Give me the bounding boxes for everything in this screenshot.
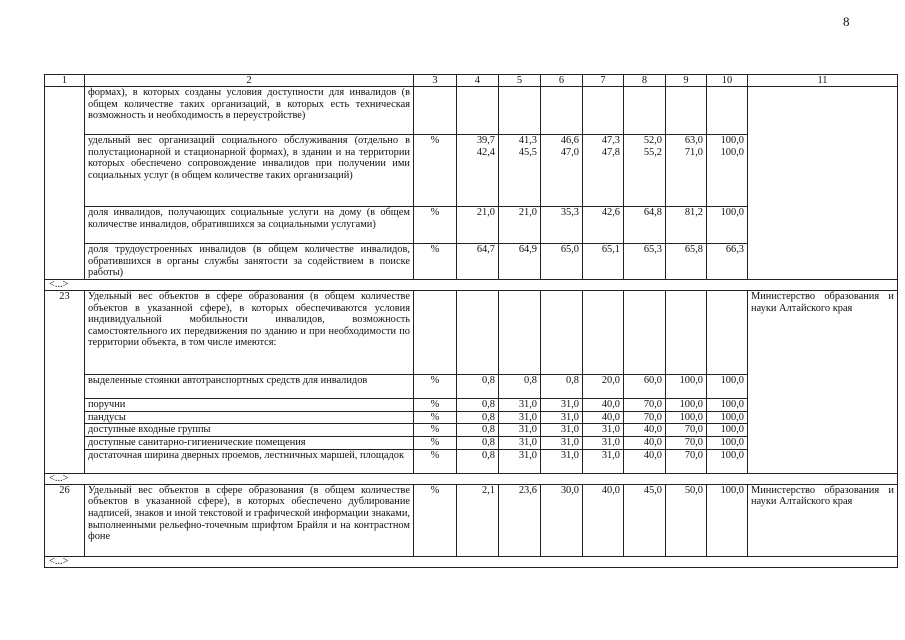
value-cell: 100,0 xyxy=(707,449,748,473)
value-cell: 100,0 xyxy=(707,484,748,556)
value-cell xyxy=(541,135,583,207)
value-cell: 21,0 xyxy=(457,207,499,244)
unit-cell: % xyxy=(414,449,457,473)
value-cell: 20,0 xyxy=(583,375,624,399)
value-line: 46,6 xyxy=(560,135,579,146)
value-cell: 40,0 xyxy=(583,484,624,556)
value-cell: 70,0 xyxy=(666,449,707,473)
gap-marker: <...> xyxy=(45,280,898,291)
indicator-text: Удельный вес объектов в сфере образования (в общем количестве объектов в указанной сфере), в которых обеспечиваются условия индивидуальной мобильности инвалидов, возможность самостоятельного их передвижения по зданию и при необходимости по территории объекта, в том числе имеются: xyxy=(85,291,414,375)
value-cell: 31,0 xyxy=(541,399,583,412)
indicator-text: пандусы xyxy=(85,411,414,424)
value-cell: 70,0 xyxy=(624,399,666,412)
responsible-org: Министерство образования и науки Алтайского края xyxy=(748,291,898,474)
value-cell xyxy=(499,87,541,135)
value-cell: 100,0 xyxy=(666,399,707,412)
unit-cell: % xyxy=(414,411,457,424)
value-line: 47,8 xyxy=(601,146,620,158)
value-line: 100,0 xyxy=(720,135,744,146)
page-number: 8 xyxy=(843,14,850,29)
value-cell: 100,0 xyxy=(666,375,707,399)
value-cell: 2,1 xyxy=(457,484,499,556)
value-cell: 100,0 xyxy=(707,411,748,424)
column-header: 5 xyxy=(499,75,541,87)
value-cell xyxy=(457,291,499,375)
value-cell xyxy=(707,135,748,207)
value-cell: 100,0 xyxy=(666,411,707,424)
value-line: 100,0 xyxy=(720,146,744,158)
value-cell: 31,0 xyxy=(499,411,541,424)
value-cell: 100,0 xyxy=(707,424,748,437)
column-header: 10 xyxy=(707,75,748,87)
unit-cell: % xyxy=(414,484,457,556)
value-cell: 31,0 xyxy=(499,449,541,473)
gap-marker: <...> xyxy=(45,473,898,484)
value-cell xyxy=(499,135,541,207)
table-row xyxy=(45,291,898,375)
value-cell xyxy=(666,135,707,207)
value-cell: 35,3 xyxy=(541,207,583,244)
table-row xyxy=(45,87,898,135)
value-cell: 42,6 xyxy=(583,207,624,244)
value-cell: 31,0 xyxy=(499,399,541,412)
value-cell xyxy=(707,87,748,135)
value-cell xyxy=(457,87,499,135)
indicator-text: удельный вес организаций социального обслуживания (отдельно в полустационарной и стационарной формах), в здании и на территории которых обеспечено сопровождение инвалидов при получении ими социальных услуг (в общем количестве таких организаций) xyxy=(85,135,414,207)
value-cell xyxy=(624,87,666,135)
value-line: 63,0 xyxy=(684,135,703,146)
unit-cell: % xyxy=(414,437,457,450)
value-cell: 64,9 xyxy=(499,244,541,280)
value-cell xyxy=(541,87,583,135)
value-line: 42,4 xyxy=(476,146,495,158)
value-cell: 100,0 xyxy=(707,375,748,399)
value-cell: 0,8 xyxy=(457,424,499,437)
value-cell: 65,0 xyxy=(541,244,583,280)
value-cell xyxy=(541,291,583,375)
indicator-text: Удельный вес объектов в сфере образования (в общем количестве объектов в указанной сфере), в которых обеспечено дублирование надписей, знаков и иной текстовой и графической информации знаками, выполненными рельефно-точечным шрифтом Брайля и на контрастном фоне xyxy=(85,484,414,556)
value-cell: 0,8 xyxy=(457,375,499,399)
unit-cell: % xyxy=(414,375,457,399)
indicator-text: доступные входные группы xyxy=(85,424,414,437)
gap-row xyxy=(45,473,898,484)
responsible-org: Министерство образования и науки Алтайского края xyxy=(748,484,898,556)
value-cell: 65,3 xyxy=(624,244,666,280)
gap-marker: <...> xyxy=(45,556,898,567)
unit-cell: % xyxy=(414,399,457,412)
value-cell: 31,0 xyxy=(541,424,583,437)
indicator-text: достаточная ширина дверных проемов, лестничных маршей, площадок xyxy=(85,449,414,473)
value-cell: 31,0 xyxy=(499,424,541,437)
value-cell xyxy=(499,291,541,375)
value-cell: 30,0 xyxy=(541,484,583,556)
value-cell: 21,0 xyxy=(499,207,541,244)
unit-cell xyxy=(414,291,457,375)
gap-row xyxy=(45,556,898,567)
value-line: 45,5 xyxy=(518,146,537,158)
row-number: 23 xyxy=(45,291,85,474)
value-cell: 100,0 xyxy=(707,399,748,412)
value-cell: 64,8 xyxy=(624,207,666,244)
value-cell: 81,2 xyxy=(666,207,707,244)
value-cell: 0,8 xyxy=(541,375,583,399)
indicator-text: доступные санитарно-гигиенические помещения xyxy=(85,437,414,450)
value-cell xyxy=(583,135,624,207)
value-cell: 100,0 xyxy=(707,207,748,244)
value-cell: 0,8 xyxy=(457,437,499,450)
table-body xyxy=(45,75,898,568)
unit-cell: % xyxy=(414,207,457,244)
column-header: 11 xyxy=(748,75,898,87)
value-cell: 40,0 xyxy=(624,449,666,473)
value-cell: 65,1 xyxy=(583,244,624,280)
value-line: 52,0 xyxy=(643,135,662,146)
column-header: 3 xyxy=(414,75,457,87)
value-cell: 0,8 xyxy=(457,399,499,412)
value-cell: 40,0 xyxy=(624,424,666,437)
header-row xyxy=(45,75,898,87)
value-cell: 70,0 xyxy=(666,437,707,450)
column-header: 1 xyxy=(45,75,85,87)
responsible-org xyxy=(748,87,898,280)
value-line: 47,0 xyxy=(560,146,579,158)
value-line: 71,0 xyxy=(684,146,703,158)
value-cell xyxy=(624,135,666,207)
column-header: 7 xyxy=(583,75,624,87)
value-cell: 31,0 xyxy=(541,437,583,450)
value-cell: 31,0 xyxy=(583,449,624,473)
value-cell: 31,0 xyxy=(583,437,624,450)
indicator-text: доля инвалидов, получающих социальные услуги на дому (в общем количестве инвалидов, обратившихся за социальными услугами) xyxy=(85,207,414,244)
unit-cell: % xyxy=(414,424,457,437)
value-cell xyxy=(583,291,624,375)
value-line: 39,7 xyxy=(476,135,495,146)
value-cell xyxy=(666,291,707,375)
value-cell xyxy=(666,87,707,135)
value-cell xyxy=(624,291,666,375)
value-line: 41,3 xyxy=(518,135,537,146)
value-line: 47,3 xyxy=(601,135,620,146)
value-cell: 60,0 xyxy=(624,375,666,399)
value-cell: 40,0 xyxy=(583,399,624,412)
indicator-text: формах), в которых созданы условия доступности для инвалидов (в общем количестве таких организаций, в которых есть техническая возможность и необходимость в переустройстве) xyxy=(85,87,414,135)
indicators-table xyxy=(44,74,898,568)
value-cell: 50,0 xyxy=(666,484,707,556)
value-cell: 100,0 xyxy=(707,437,748,450)
value-cell: 31,0 xyxy=(541,449,583,473)
indicator-text: доля трудоустроенных инвалидов (в общем количестве инвалидов, обратившихся в органы службы занятости за содействием в поиске работы) xyxy=(85,244,414,280)
value-cell: 70,0 xyxy=(666,424,707,437)
table-row xyxy=(45,484,898,556)
value-cell: 40,0 xyxy=(583,411,624,424)
value-cell: 0,8 xyxy=(499,375,541,399)
unit-cell xyxy=(414,87,457,135)
value-cell: 40,0 xyxy=(624,437,666,450)
column-header: 4 xyxy=(457,75,499,87)
value-cell: 70,0 xyxy=(624,411,666,424)
value-cell xyxy=(457,135,499,207)
unit-cell: % xyxy=(414,135,457,207)
value-cell: 31,0 xyxy=(583,424,624,437)
value-cell: 0,8 xyxy=(457,411,499,424)
value-cell: 66,3 xyxy=(707,244,748,280)
unit-cell: % xyxy=(414,244,457,280)
indicator-text: поручни xyxy=(85,399,414,412)
value-cell xyxy=(707,291,748,375)
column-header: 8 xyxy=(624,75,666,87)
value-cell xyxy=(583,87,624,135)
value-cell: 31,0 xyxy=(541,411,583,424)
number-cell xyxy=(45,87,85,280)
value-cell: 64,7 xyxy=(457,244,499,280)
value-cell: 0,8 xyxy=(457,449,499,473)
column-header: 6 xyxy=(541,75,583,87)
column-header: 2 xyxy=(85,75,414,87)
column-header: 9 xyxy=(666,75,707,87)
gap-row xyxy=(45,280,898,291)
value-cell: 31,0 xyxy=(499,437,541,450)
indicator-text: выделенные стоянки автотранспортных средств для инвалидов xyxy=(85,375,414,399)
value-cell: 65,8 xyxy=(666,244,707,280)
row-number: 26 xyxy=(45,484,85,556)
value-line: 55,2 xyxy=(643,146,662,158)
value-cell: 23,6 xyxy=(499,484,541,556)
value-cell: 45,0 xyxy=(624,484,666,556)
